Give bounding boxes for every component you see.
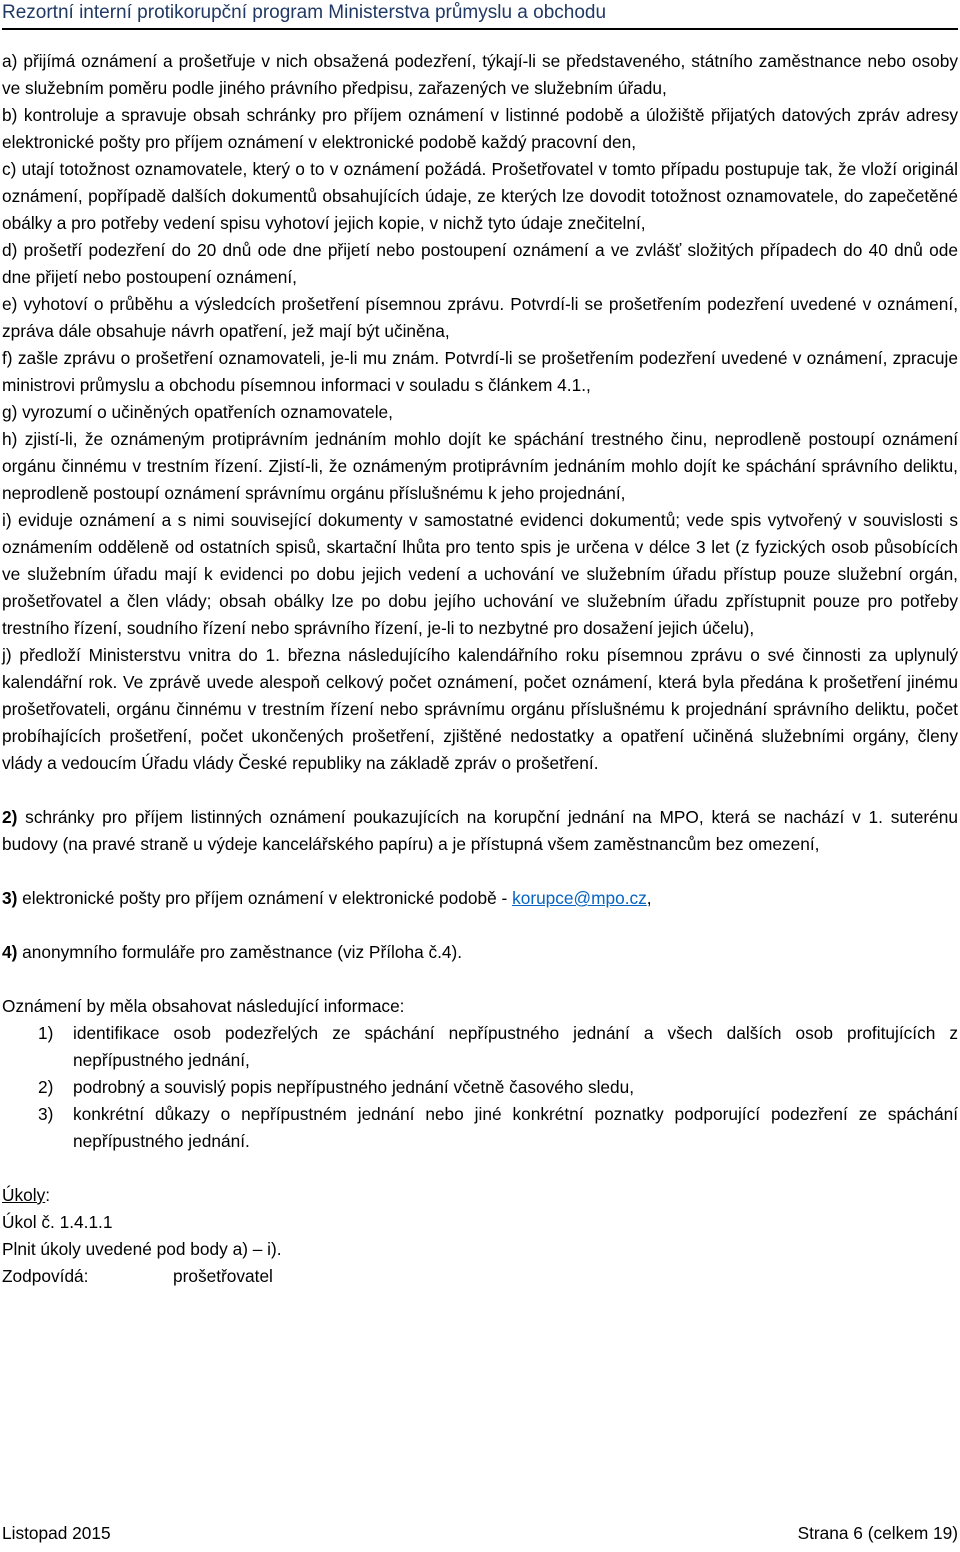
tasks-heading-label: Úkoly <box>2 1185 46 1205</box>
spacer <box>2 912 958 939</box>
duty-a: a) přijímá oznámení a prošetřuje v nich obsažená podezření, týkají-li se představeného, státního zaměstnance nebo osoby ve služebním poměru podle jiného právního předpisu, zařazených ve služebním úřadu, <box>2 51 958 98</box>
channel-number: 4) <box>2 942 18 962</box>
spacer <box>2 858 958 885</box>
tasks-heading <box>2 1182 958 1209</box>
duty-d: d) prošetří podezření do 20 dnů ode dne přijetí nebo postoupení oznámení a ve zvlášť složitých případech do 40 dnů ode dne přijetí nebo postoupení oznámení, <box>2 240 958 287</box>
duty-i: i) eviduje oznámení a s nimi související dokumenty v samostatné evidenci dokumentů; vede spis vytvořený v souvislosti s oznámením odděleně od ostatních spisů, skartační lhůta pro tento spis je určena v délce 3 let (z fyzických osob působících ve služebním úřadu mají k evidenci po dobu jejich vedení a uchování ve služebním úřadu přístup pouze služební orgán, prošetřovatel a člen vlády; obsah obálky lze po dobu jejího uchování ve služebním úřadu zpřístupnit pouze pro potřeby trestního řízení, soudního řízení nebo správního řízení, je-li to nezbytné pro dosažení jejich účelu), <box>2 510 958 638</box>
channel-item-4 <box>2 939 958 966</box>
duty-b: b) kontroluje a spravuje obsah schránky pro příjem oznámení v listinné podobě a úložiště přijatých datových zpráv adresy elektronické pošty pro příjem oznámení v elektronické podobě každý pracovní den, <box>2 105 958 152</box>
duty-g: g) vyrozumí o učiněných opatřeních oznamovatele, <box>2 402 393 422</box>
list-item <box>2 1074 958 1101</box>
page-header <box>2 2 958 30</box>
responsible-label: Zodpovídá: <box>2 1266 89 1286</box>
channel-item-2 <box>2 804 958 858</box>
info-intro: Oznámení by měla obsahovat následující informace: <box>2 996 405 1016</box>
responsible-value: prošetřovatel <box>173 1266 273 1286</box>
spacer <box>2 966 958 993</box>
list-item-number: 3) <box>38 1104 54 1124</box>
channel-text: elektronické pošty pro příjem oznámení v elektronické podobě - <box>17 888 513 908</box>
channel-number: 2) <box>2 807 18 827</box>
document-body <box>2 48 958 1290</box>
channel-text: schránky pro příjem listinných oznámení poukazujících na korupční jednání na MPO, která se nachází v 1. suterénu budovy (na pravé straně u výdeje kancelářského papíru) a je přístupná všem zaměstnancům bez omezení, <box>2 807 958 854</box>
duty-f: f) zašle zprávu o prošetření oznamovateli, je-li mu znám. Potvrdí-li se prošetřením podezření uvedené v oznámení, zpracuje ministrovi průmyslu a obchodu písemnou informaci v souladu s článkem 4.1., <box>2 348 958 395</box>
spacer <box>2 1155 958 1182</box>
list-item-text: podrobný a souvislý popis nepřípustného jednání včetně časového sledu, <box>73 1077 635 1097</box>
duty-h: h) zjistí-li, že oznámeným protiprávním jednáním mohlo dojít ke spáchání trestného činu, neprodleně postoupí oznámení orgánu činnému v trestním řízení. Zjistí-li, že oznámeným protiprávním jednáním mohlo dojít ke spáchání správního deliktu, neprodleně postoupí oznámení správnímu orgánu příslušnému k jeho projednání, <box>2 429 958 503</box>
info-list <box>2 1020 958 1155</box>
channel-text-after: , <box>646 888 652 908</box>
tasks-heading-colon: : <box>45 1185 51 1205</box>
task-instruction: Plnit úkoly uvedené pod body a) – i). <box>2 1239 282 1259</box>
channel-text: anonymního formuláře pro zaměstnance (viz Příloha č.4). <box>17 942 463 962</box>
email-link[interactable]: korupce@mpo.cz <box>512 888 647 908</box>
task-responsible <box>2 1263 958 1290</box>
task-number: Úkol č. 1.4.1.1 <box>2 1212 113 1232</box>
duty-j: j) předloží Ministerstvu vnitra do 1. března následujícího kalendářního roku písemnou zprávu o své činnosti za uplynulý kalendářní rok. Ve zprávě uvede alespoň celkový počet oznámení, počet oznámení, která byla předána k prošetření jinému prošetřovateli, orgánu činnému v trestním řízení nebo správnímu orgánu příslušnému k projednání správního deliktu, počet probíhajících prošetření, počet ukončených prošetření, zjištěné nedostatky a opatření učiněná služebními orgány, členy vlády a vedoucím Úřadu vlády České republiky na základě zpráv o prošetření. <box>2 645 958 773</box>
channel-item-3 <box>2 885 958 912</box>
list-item <box>2 1020 958 1074</box>
spacer <box>2 777 958 804</box>
header-title: Rezortní interní protikorupční program Ministerstva průmyslu a obchodu <box>2 2 607 23</box>
list-item-number: 1) <box>38 1023 54 1043</box>
channel-number: 3) <box>2 888 18 908</box>
list-item-number: 2) <box>38 1077 54 1097</box>
footer-date: Listopad 2015 <box>2 1523 111 1543</box>
duty-c: c) utají totožnost oznamovatele, který o to v oznámení požádá. Prošetřovatel v tomto případu postupuje tak, že vloží originál oznámení, popřípadě dalších dokumentů obsahujících údaje, ze kterých lze dovodit totožnost oznamovatele, do zapečetěné obálky a pro potřeby vedení spisu vyhotoví jejich kopie, v nichž tyto údaje znečitelní, <box>2 159 958 233</box>
footer-page-number: Strana 6 (celkem 19) <box>797 1523 958 1543</box>
list-item-text: konkrétní důkazy o nepřípustném jednání nebo jiné konkrétní poznatky podporující podezření ze spáchání nepřípustného jednání. <box>73 1104 958 1151</box>
duty-e: e) vyhotoví o průběhu a výsledcích prošetření písemnou zprávu. Potvrdí-li se prošetřením podezření uvedené v oznámení, zpráva dále obsahuje návrh opatření, jež mají být učiněna, <box>2 294 958 341</box>
list-item-text: identifikace osob podezřelých ze spáchání nepřípustného jednání a všech dalších osob profitujících z nepřípustného jednání, <box>73 1023 958 1070</box>
list-item <box>2 1101 958 1155</box>
